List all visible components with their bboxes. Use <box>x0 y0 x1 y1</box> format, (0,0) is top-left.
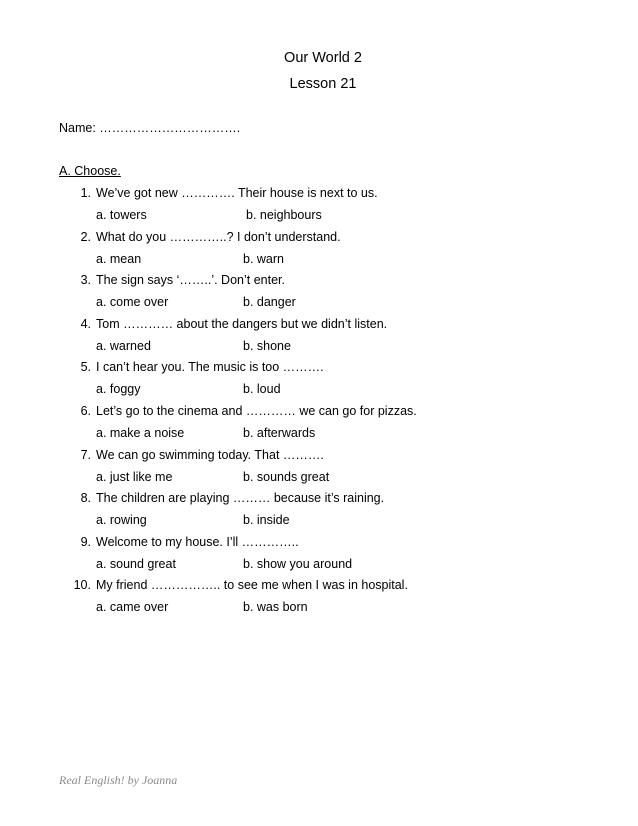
option-b: b. loud <box>243 382 281 397</box>
question-text: Tom ………… about the dangers but we didn’t listen. <box>96 316 388 331</box>
option-a: a. foggy <box>96 382 141 397</box>
option-b: b. neighbours <box>246 208 322 222</box>
option-a: a. just like me <box>96 469 173 484</box>
option-a: a. mean <box>96 251 142 266</box>
question-text: I can’t hear you. The music is too ………. <box>96 360 324 375</box>
option-b: b. was born <box>243 600 308 615</box>
question-number: 2. <box>80 229 91 244</box>
question-text: The sign says ‘……..’. Don’t enter. <box>96 273 285 288</box>
option-b: b. shone <box>243 338 291 353</box>
option-a: a. rowing <box>96 513 147 528</box>
question-text: My friend …………….. to see me when I was in hospital. <box>96 578 408 593</box>
option-a: a. came over <box>96 600 169 615</box>
section-heading: A. Choose. <box>59 164 121 178</box>
name-field-label: Name: ……………………………. <box>59 121 241 135</box>
question-text: Let’s go to the cinema and ………… we can go for pizzas. <box>96 403 417 418</box>
footer-credit: Real English! by Joanna <box>59 773 178 787</box>
option-b: b. sounds great <box>243 469 330 484</box>
question-text: We’ve got new …………. Their house is next to us. <box>96 186 378 200</box>
option-a: a. towers <box>96 208 147 222</box>
question-text: Welcome to my house. I’ll ………….. <box>96 534 299 549</box>
question-number: 8. <box>80 491 91 506</box>
question-number: 1. <box>80 186 91 200</box>
option-a: a. sound great <box>96 556 176 571</box>
option-b: b. inside <box>243 513 290 528</box>
question-number: 5. <box>80 360 91 375</box>
question-number: 10. <box>73 578 91 593</box>
option-a: a. make a noise <box>96 425 185 440</box>
option-b: b. afterwards <box>243 425 316 440</box>
option-b: b. show you around <box>243 556 353 571</box>
question-text: We can go swimming today. That ………. <box>96 447 324 462</box>
question-number: 7. <box>80 447 91 462</box>
question-text: The children are playing ……… because it’s raining. <box>96 491 385 506</box>
option-b: b. warn <box>243 251 284 266</box>
document-subtitle: Lesson 21 <box>289 76 357 92</box>
question-number: 4. <box>80 316 91 331</box>
question-number: 3. <box>80 273 91 288</box>
option-b: b. danger <box>243 295 296 310</box>
question-text: What do you …………..? I don’t understand. <box>96 229 341 244</box>
document-title: Our World 2 <box>284 50 362 66</box>
option-a: a. come over <box>96 295 169 310</box>
option-a: a. warned <box>96 338 151 353</box>
question-number: 9. <box>80 534 91 549</box>
question-number: 6. <box>80 403 91 418</box>
